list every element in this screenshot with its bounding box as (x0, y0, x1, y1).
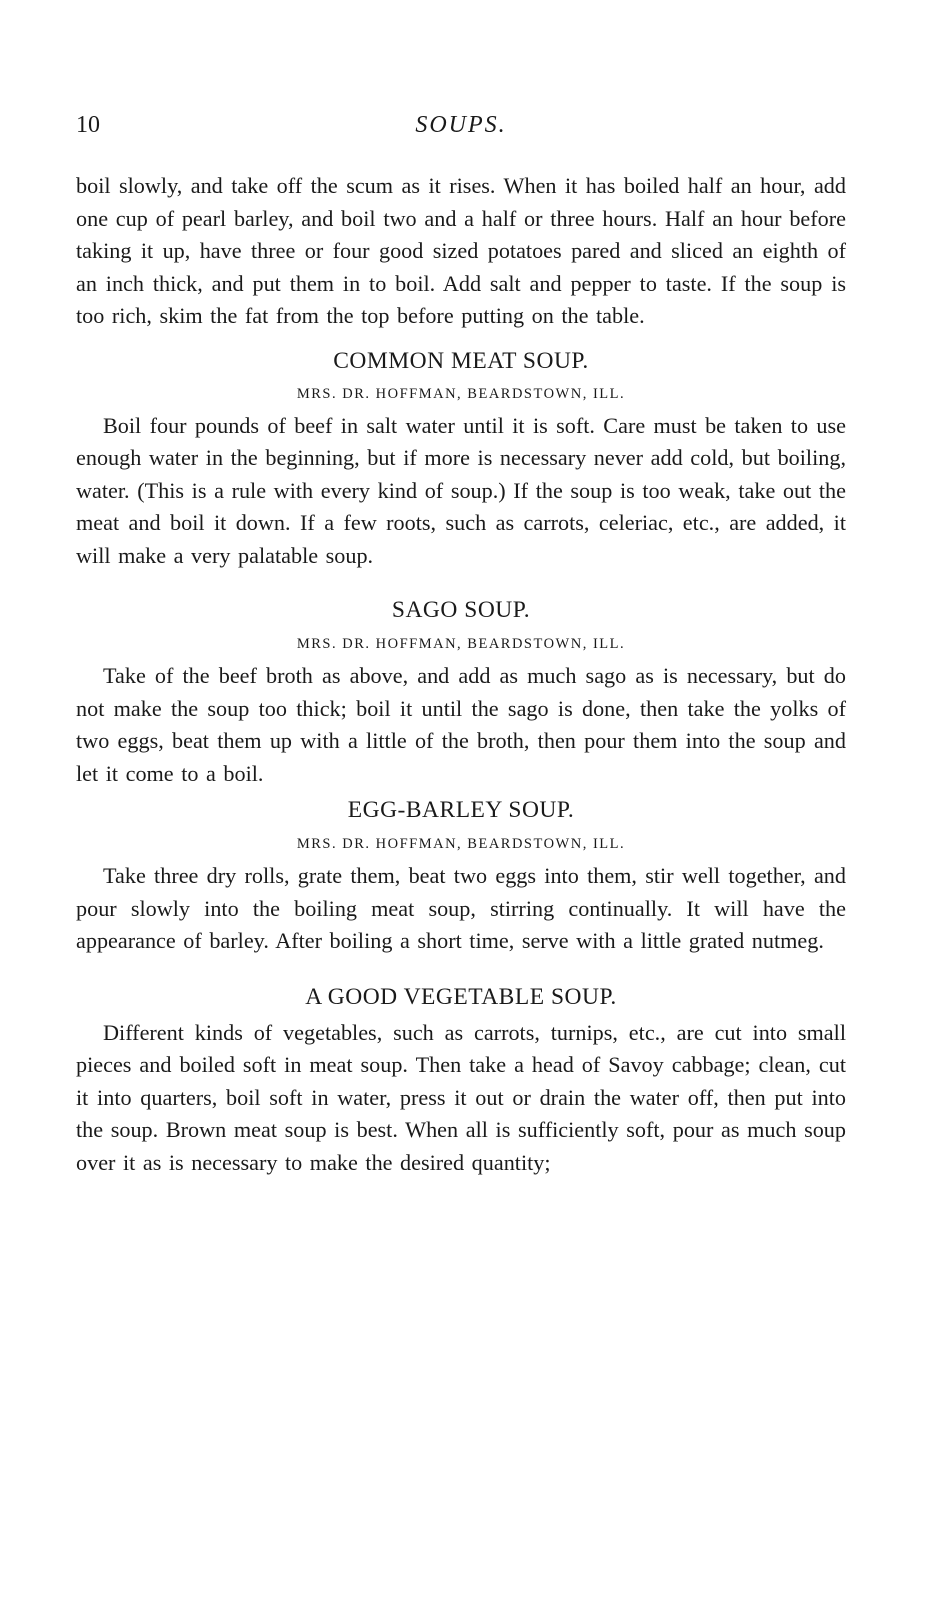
page-header (76, 112, 846, 146)
recipe-title-common-meat-soup: COMMON MEAT SOUP. (333, 347, 589, 374)
page-body (76, 170, 846, 1179)
recipe-title-sago-soup: SAGO SOUP. (391, 597, 531, 623)
continuation-paragraph: boil slowly, and take off the scum as it rises. When it has boiled half an hour, add one cup of pearl barley, and boil two and a half or three hours. Half an hour before taking it up, have three or four good sized potatoes pared and sliced an eighth of an inch thick, and put them in to boil. Add salt and pepper to taste. If the soup is too rich, skim the fat from the top before putting on the table. (76, 173, 846, 328)
recipe-text-sago-soup: Take of the beef broth as above, and add as much sago as is necessary, but do not make the soup too thick; boil it until the sago is done, then take the yolks of two eggs, beat them up with a little of the broth, then pour them into the soup and let it come to a boil. (76, 663, 846, 786)
page-number: 10 (76, 112, 100, 138)
recipe-title-egg-barley-soup: EGG-BARLEY SOUP. (347, 797, 575, 823)
recipe-text-vegetable-soup: Different kinds of vegetables, such as carrots, turnips, etc., are cut into small pieces and boiled soft in meat soup. Then take a head of Savoy cabbage; clean, cut it into quarters, boil soft in water, press it out or drain the water off, then put into the soup. Brown meat soup is best. When all is sufficiently soft, pour as much soup over it as is necessary to make the desired quantity; (76, 1019, 846, 1175)
recipe-title-vegetable-soup: A GOOD VEGETABLE SOUP. (305, 983, 617, 1010)
running-title: SOUPS. (415, 112, 507, 138)
recipe-byline-sago-soup: MRS. DR. HOFFMAN, BEARDSTOWN, ILL. (296, 636, 626, 652)
recipe-byline-egg-barley-soup: MRS. DR. HOFFMAN, BEARDSTOWN, ILL. (296, 836, 626, 852)
recipe-text-common-meat-soup: Boil four pounds of beef in salt water until it is soft. Care must be taken to use enough water in the beginning, but if more is necessary never add cold, but boiling, water. (This is a rule with every kind of soup.) If the soup is too weak, take out the meat and boil it down. If a few roots, such as carrots, celeriac, etc., are added, it will make a very palatable soup. (76, 412, 846, 568)
recipe-text-egg-barley-soup: Take three dry rolls, grate them, beat two eggs into them, stir well together, and pour slowly into the boiling meat soup, stirring continually. It will have the appearance of barley. After boiling a short time, serve with a little grated nutmeg. (76, 863, 846, 953)
recipe-byline-common-meat-soup: MRS. DR. HOFFMAN, BEARDSTOWN, ILL. (296, 385, 626, 402)
